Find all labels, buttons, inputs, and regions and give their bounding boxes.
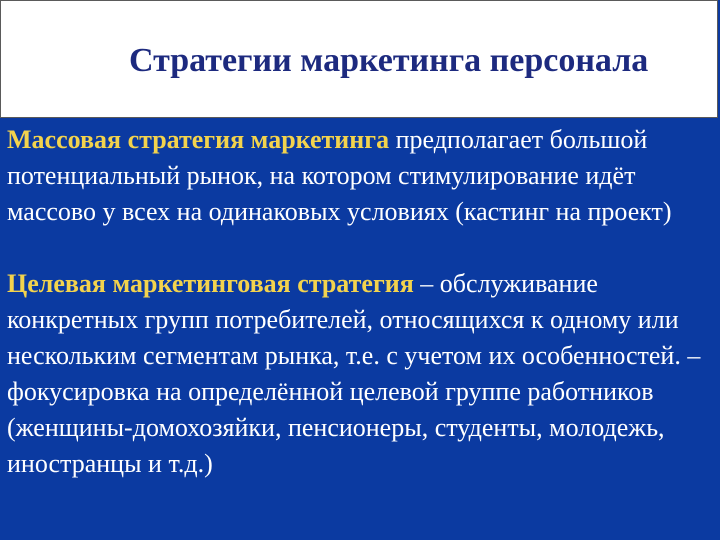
slide-header [0, 0, 718, 118]
definition-target-strategy: – обслуживание конкретных групп потребителей, относящихся к одному или нескольким сегментам рынка, т.е. с учетом их особенностей. – фокусировка на определённой целевой группе работников (женщины-домохозяйки, пенсионеры, студенты, молодежь, иностранцы и т.д.) [7, 269, 701, 478]
slide-title: Стратегии маркетинга персонала [129, 42, 649, 79]
term-target-strategy: Целевая маркетинговая стратегия [7, 269, 414, 298]
paragraph-target-strategy [7, 266, 715, 482]
paragraph-mass-strategy [7, 122, 715, 230]
term-mass-strategy: Массовая стратегия маркетинга [7, 125, 390, 154]
definition-mass-strategy: предполагает большой потенциальный рынок, на котором стимулирование идёт массово у всех на одинаковых условиях (кастинг на проект) [7, 125, 672, 226]
slide-body [7, 122, 715, 482]
